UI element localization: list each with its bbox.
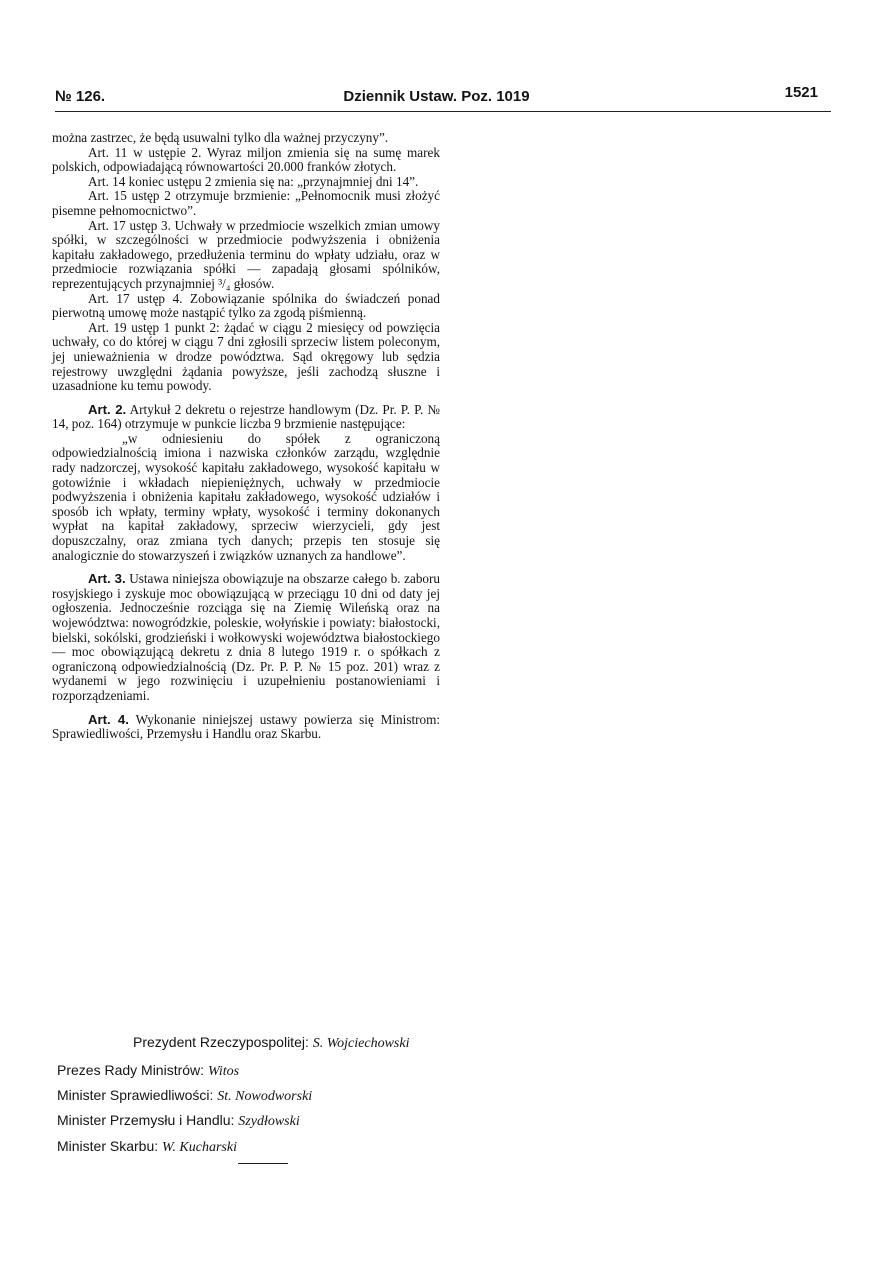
article-3 [52,572,440,703]
paragraph: Art. 11 w ustępie 2. Wyraz miljon zmienia się na sumę marek polskich, odpowiadającą równowartości 20.000 franków złotych. [52,144,440,175]
signature-role: Prezes Rady Ministrów: [57,1062,205,1078]
signature-president [133,1034,533,1052]
article-text: Artykuł 2 dekretu o rejestrze handlowym (Dz. Pr. P. P. № 14, poz. 164) otrzymuje w punkcie liczba 9 brzmienie następujące: [52,401,440,432]
article-label: Art. 3. [88,571,126,587]
paragraph: Art. 17 ustęp 3. Uchwały w przedmiocie wszelkich zmian umowy spółki, w szczególności w przedmiocie podwyższenia i obniżenia kapitału zakładowego, przedłużenia terminu do wpłaty udziału, oraz w przedmiocie rozwiązania spółki — zapadają głosami spólników, reprezentujących przynajmniej ³/₄ głosów. [52,217,440,291]
page-header [55,84,818,110]
signature-name: St. Nowodworski [217,1089,313,1104]
paragraph: Art. 14 koniec ustępu 2 zmienia się na: „przynajmniej dni 14”. [88,173,419,189]
article-label: Art. 4. [88,711,129,727]
closing-rule [238,1163,288,1164]
document-body [52,131,440,742]
signature-name: W. Kucharski [162,1140,237,1155]
paragraph: Art. 19 ustęp 1 punkt 2: żądać w ciągu 2 miesięcy od powzięcia uchwały, co do której w ciągu 7 dni zgłosili sprzeciw listem poleconym, jej unieważnienia w drodze powództwa. Sąd okręgowy lub sędzia rejestrowy uwzględni żądania powyższe, jeśli zachodzą słuszne i uzasadnione ku temu powody. [52,319,440,394]
article-text: Wykonanie niniejszej ustawy powierza się Ministrom: Sprawiedliwości, Przemysłu i Handlu oraz Skarbu. [52,711,441,742]
signature-role: Prezydent Rzeczypospolitej: [133,1034,309,1050]
quoted-text: „w odniesieniu do spółek z ograniczoną odpowiedzialnością imiona i nazwiska członków zarządu, względnie rady nadzorczej, wysokość kapitału zakładowego, wysokość kapitału w gotowiźnie i wkładach niepieniężnych, uchwały w przedmiocie podwyższenia i obniżenia kapitału zakładowego, wysokość udziałów i sposób ich wpłaty, terminy wpłaty, wysokość i terminy dokonanych wypłat na kapitał zakładowy, sprzeciw wierzycieli, gdy jest dopuszczalny, oraz zmiana tych danych; przepis ten stosuje się analogicznie do stowarzyszeń i związków uznanych za handlowe”. [52,430,440,563]
signature-name: Witos [207,1064,240,1079]
signature-role: Minister Sprawiedliwości: [57,1087,214,1103]
page-number: 1521 [784,84,818,101]
article-2 [52,403,440,432]
paragraph: można zastrzec, że będą usuwalni tylko dla ważnej przyczyny”. [52,130,389,145]
article-label: Art. 2. [88,401,127,417]
signature-prime-minister [57,1062,457,1080]
issue-number: № 126. [55,88,106,105]
signature-role: Minister Przemysłu i Handlu: [57,1112,235,1128]
journal-title: Dziennik Ustaw. Poz. 1019 [343,88,530,105]
article-4 [52,713,440,742]
paragraph: Art. 15 ustęp 2 otrzymuje brzmienie: „Pełnomocnik musi złożyć pisemne pełnomocnictwo”. [52,188,440,218]
article-text: Ustawa niniejsza obowiązuje na obszarze całego b. zaboru rosyjskiego i zyskuje moc obowiązującą w przeciągu 10 dni od daty jej ogłoszenia. Jednocześnie rozciąga się na Ziemię Wileńską oraz na województwa: nowogródzkie, poleskie, wołyńskie i powiaty: białostocki, bielski, sokólski, grodzieński i wołkowyski województwa białostockiego — moc obowiązującą dekretu z dnia 8 lutego 1919 r. o spółkach z ograniczoną odpowiedzialnością (Dz. Pr. P. P. № 15 poz. 201) wraz z wydanemi w jego rozwinięciu i uzupełnieniu postanowieniami i rozporządzeniami. [52,571,441,703]
signature-role: Minister Skarbu: [57,1138,159,1154]
paragraph: Art. 17 ustęp 4. Zobowiązanie spólnika do świadczeń ponad pierwotną umowę może nastąpić tylko za zgodą piśmienną. [52,290,440,321]
signature-treasury-minister [57,1138,457,1156]
signature-justice-minister [57,1087,457,1105]
signature-name: Szydłowski [238,1114,300,1129]
signature-name: S. Wojciechowski [312,1036,410,1051]
header-rule [55,111,831,112]
signature-industry-minister [57,1112,457,1130]
